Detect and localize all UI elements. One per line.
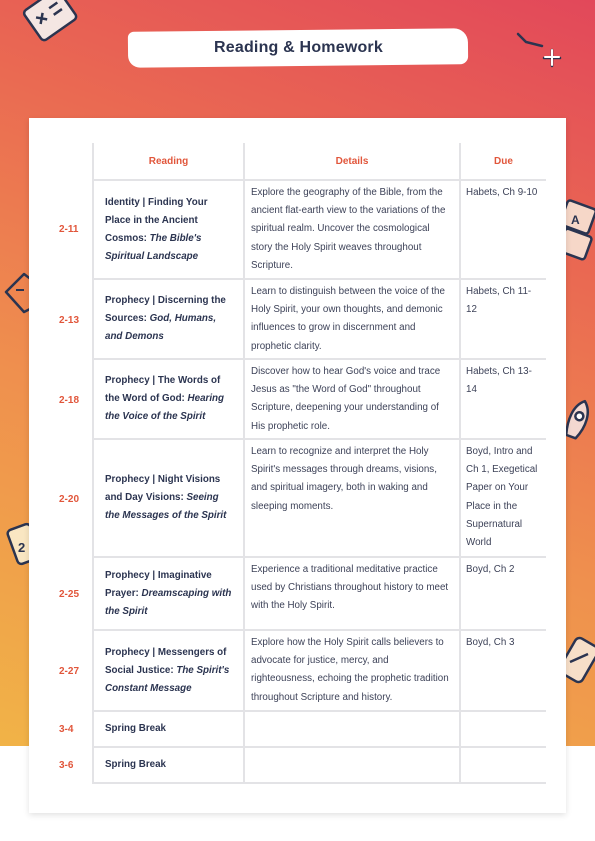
plus-math-icon [512, 28, 572, 76]
reading-topic: Prophecy | Messengers of Social Justice: [105, 646, 227, 676]
reading-topic: Prophecy | Night Visions and Day Visions: [105, 474, 221, 503]
reading-subtitle: Seeing the Messages of the Spirit [105, 492, 227, 521]
column-header-due: Due [460, 143, 546, 180]
due-cell: Boyd, Intro and Ch 1, Exegetical Paper on Your Place in the Supernatural World [460, 439, 546, 557]
reading-cell [93, 180, 244, 279]
svg-text:A: A [571, 213, 580, 227]
reading-cell [93, 557, 244, 630]
details-cell: Discover how to hear God's voice and trace Jesus as "the Word of God" throughout Scripture, deepening your understanding of His prophetic role. [244, 359, 460, 439]
reading-cell [93, 711, 244, 747]
reading-topic: Prophecy | The Words of the Word of God: [105, 375, 221, 404]
due-cell: Habets, Ch 13-14 [460, 359, 546, 439]
reading-topic: Prophecy | Imaginative Prayer: [105, 569, 212, 599]
due-cell: Boyd, Ch 2 [460, 557, 546, 630]
details-cell: Learn to recognize and interpret the Holy Spirit's messages through dreams, visions, and spiritual imagery, both in waking and sleeping moments. [244, 439, 460, 557]
table-row [93, 747, 546, 783]
details-cell [244, 711, 460, 747]
table-row [93, 439, 546, 557]
due-cell: Habets, Ch 11-12 [460, 279, 546, 359]
page-title: Reading & Homework [213, 39, 383, 56]
due-cell: Habets, Ch 9-10 [460, 180, 546, 279]
table-row [93, 359, 546, 439]
title-banner [128, 28, 468, 68]
reading-subtitle: Hearing the Voice of the Spirit [105, 393, 225, 422]
table-row [93, 630, 546, 711]
row-date: 2-27 [59, 666, 80, 677]
due-cell [460, 711, 546, 747]
reading-subtitle: Dreamscaping with the Spirit [105, 587, 232, 617]
row-date: 2-11 [59, 224, 79, 235]
reading-subtitle: The Bible's Spiritual Landscape [105, 232, 202, 262]
reading-cell [93, 359, 244, 439]
table-row [93, 557, 546, 630]
due-cell: Boyd, Ch 3 [460, 630, 546, 711]
due-cell [460, 747, 546, 783]
svg-text:2: 2 [18, 540, 26, 555]
reading-topic: Spring Break [105, 723, 166, 734]
reading-topic: Prophecy | Discerning the Sources: [105, 295, 226, 324]
reading-subtitle: God, Humans, and Demons [105, 313, 217, 342]
row-date: 2-13 [59, 315, 80, 326]
reading-subtitle: The Spirit's Constant Message [105, 664, 230, 694]
ruler-block-icon [2, 268, 32, 316]
table-row [93, 180, 546, 279]
reading-topic: Spring Break [105, 759, 166, 770]
reading-cell [93, 279, 244, 359]
row-date: 2-20 [59, 494, 80, 505]
reading-topic: Identity | Finding Your Place in the Ancient Cosmos: [105, 196, 208, 244]
reading-cell [93, 747, 244, 783]
details-cell [244, 747, 460, 783]
table-row [93, 279, 546, 359]
row-date: 2-18 [59, 395, 80, 406]
details-cell: Experience a traditional meditative practice used by Christians throughout history to meet with the Holy Spirit. [244, 557, 460, 630]
details-cell: Learn to distinguish between the voice of the Holy Spirit, your own thoughts, and demonic influences to grow in discernment and prophetic clarity. [244, 279, 460, 359]
row-date: 2-25 [59, 589, 80, 600]
row-date: 3-4 [59, 724, 74, 735]
table-row [93, 711, 546, 747]
details-cell: Explore how the Holy Spirit calls believers to advocate for justice, mercy, and righteousness, echoing the prophetic tradition throughout Scripture and history. [244, 630, 460, 711]
table-header-row [93, 143, 546, 180]
row-date: 3-6 [59, 760, 74, 771]
notebook-icon [18, 0, 88, 48]
reading-cell [93, 439, 244, 557]
column-header-reading: Reading [93, 143, 244, 180]
reading-cell [93, 630, 244, 711]
details-cell: Explore the geography of the Bible, from the ancient flat-earth view to the variations of the spiritual realm. Uncover the cosmological story the Holy Spirit weaves throughout Scripture. [244, 180, 460, 279]
schedule-table [92, 143, 546, 784]
column-header-details: Details [244, 143, 460, 180]
